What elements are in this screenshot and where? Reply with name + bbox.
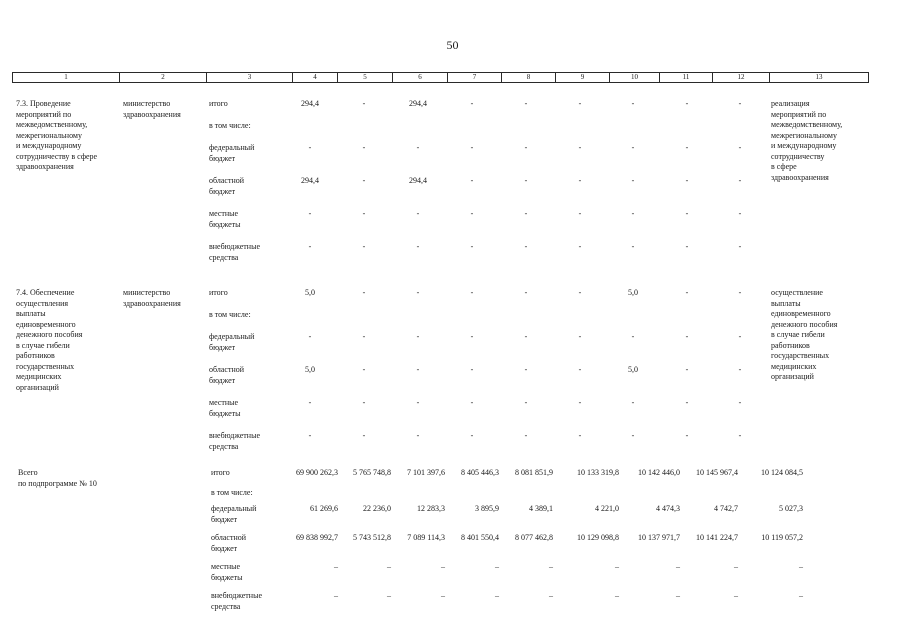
table-cell: - bbox=[578, 99, 582, 108]
row-label-line: внебюджетные bbox=[209, 242, 260, 251]
result-line: и международному bbox=[771, 141, 837, 150]
row-label-line: в том числе: bbox=[209, 121, 251, 130]
table-cell: - bbox=[416, 365, 420, 374]
total-cell: 61 269,6 bbox=[310, 504, 338, 513]
row-label-line: местные bbox=[209, 209, 239, 218]
executor-line: здравоохранения bbox=[123, 298, 181, 308]
result-line: единовременного bbox=[771, 309, 831, 318]
table-cell: - bbox=[738, 242, 742, 251]
total-cell: 8 401 550,4 bbox=[461, 533, 499, 542]
table-cell: - bbox=[524, 431, 528, 440]
table-cell: - bbox=[738, 398, 742, 407]
table-cell: - bbox=[362, 99, 366, 108]
table-cell: - bbox=[470, 143, 474, 152]
row-label-line: местные bbox=[209, 398, 239, 407]
total-cell: 7 101 397,6 bbox=[407, 468, 445, 477]
section-title-line: межрегиональному bbox=[16, 130, 82, 140]
total-cell: 5 027,3 bbox=[779, 504, 803, 513]
table-cell: - bbox=[738, 365, 742, 374]
total-cell: 10 142 446,0 bbox=[638, 468, 680, 477]
total-cell: 69 838 992,7 bbox=[296, 533, 338, 542]
row-label-line: бюджет bbox=[209, 375, 236, 385]
header-col-12: 12 bbox=[712, 73, 769, 82]
result-line: сотрудничеству bbox=[771, 151, 825, 161]
result-line: в случае гибели bbox=[771, 330, 825, 339]
total-cell: 10 141 224,7 bbox=[696, 533, 738, 542]
total-cell: 8 405 446,3 bbox=[461, 468, 499, 477]
table-cell: - bbox=[631, 398, 635, 407]
table-cell: - bbox=[470, 176, 474, 185]
table-cell: - bbox=[362, 288, 366, 297]
section-title-line: 7.3. Проведение bbox=[16, 99, 71, 108]
result-line: мероприятий по bbox=[771, 109, 827, 119]
table-cell: - bbox=[578, 365, 582, 374]
executor-line: министерство bbox=[123, 99, 171, 108]
row-label-line: бюджет bbox=[209, 153, 236, 163]
header-col-11: 11 bbox=[659, 73, 712, 82]
table-cell: 5,0 bbox=[305, 288, 315, 297]
total-cell: 22 236,0 bbox=[363, 504, 391, 513]
section-title-line: осуществления bbox=[16, 298, 69, 308]
table-cell: - bbox=[362, 242, 366, 251]
total-row-label-line: областной bbox=[211, 533, 247, 542]
row-label-line: бюджеты bbox=[209, 408, 241, 418]
table-cell: - bbox=[685, 143, 689, 152]
total-row-label-line: бюджет bbox=[211, 514, 238, 524]
table-cell: - bbox=[685, 99, 689, 108]
table-cell: - bbox=[362, 365, 366, 374]
section-title-line: межведомственному, bbox=[16, 120, 88, 129]
total-cell: 7 089 114,3 bbox=[407, 533, 445, 542]
total-cell: – bbox=[334, 591, 338, 600]
result-line: организаций bbox=[771, 372, 814, 381]
table-cell: 5,0 bbox=[628, 288, 638, 297]
table-cell: - bbox=[524, 365, 528, 374]
section-title-line: медицинских bbox=[16, 372, 62, 381]
row-label-line: средства bbox=[209, 441, 239, 451]
section-title-line: и международному bbox=[16, 141, 82, 150]
table-cell: - bbox=[738, 143, 742, 152]
header-col-2: 2 bbox=[119, 73, 206, 82]
total-cell: – bbox=[549, 562, 553, 571]
table-cell: - bbox=[738, 209, 742, 218]
section-title-line: единовременного bbox=[16, 319, 76, 329]
executor-line: здравоохранения bbox=[123, 109, 181, 119]
table-cell: - bbox=[362, 332, 366, 341]
row-label-line: итого bbox=[209, 99, 228, 108]
total-cell: – bbox=[441, 562, 445, 571]
total-row-label-line: местные bbox=[211, 562, 241, 571]
header-col-5: 5 bbox=[337, 73, 392, 82]
total-cell: 4 742,7 bbox=[714, 504, 738, 513]
total-row-label-line: бюджет bbox=[211, 543, 238, 553]
total-row-label-line: в том числе: bbox=[211, 488, 253, 497]
table-cell: - bbox=[524, 332, 528, 341]
row-label-line: областной bbox=[209, 176, 245, 185]
total-cell: 10 119 057,2 bbox=[761, 533, 803, 542]
table-cell: - bbox=[308, 143, 312, 152]
total-row-label-line: федеральный bbox=[211, 504, 257, 513]
table-cell: - bbox=[578, 176, 582, 185]
table-cell: 294,4 bbox=[301, 176, 319, 185]
table-cell: - bbox=[362, 209, 366, 218]
result-line: осуществление bbox=[771, 288, 823, 297]
total-cell: – bbox=[387, 562, 391, 571]
table-cell: - bbox=[524, 143, 528, 152]
table-cell: - bbox=[631, 332, 635, 341]
header-col-3: 3 bbox=[206, 73, 292, 82]
total-cell: 10 133 319,8 bbox=[577, 468, 619, 477]
total-cell: 69 900 262,3 bbox=[296, 468, 338, 477]
table-cell: - bbox=[524, 242, 528, 251]
table-cell: - bbox=[631, 242, 635, 251]
total-cell: – bbox=[495, 591, 499, 600]
table-cell: - bbox=[470, 398, 474, 407]
total-cell: – bbox=[734, 562, 738, 571]
table-cell: 294,4 bbox=[301, 99, 319, 108]
total-cell: 4 221,0 bbox=[595, 504, 619, 513]
table-cell: - bbox=[685, 332, 689, 341]
table-cell: - bbox=[685, 209, 689, 218]
table-cell: - bbox=[631, 143, 635, 152]
total-cell: 4 474,3 bbox=[656, 504, 680, 513]
section-title-line: работников bbox=[16, 351, 55, 360]
total-cell: 8 077 462,8 bbox=[515, 533, 553, 542]
table-cell: 294,4 bbox=[409, 99, 427, 108]
table-cell: - bbox=[416, 209, 420, 218]
total-cell: – bbox=[676, 591, 680, 600]
table-cell: - bbox=[308, 242, 312, 251]
total-row-label-line: итого bbox=[211, 468, 230, 477]
result-line: здравоохранения bbox=[771, 172, 829, 182]
table-cell: - bbox=[470, 242, 474, 251]
total-cell: 4 389,1 bbox=[529, 504, 553, 513]
header-col-4: 4 bbox=[292, 73, 337, 82]
table-cell: - bbox=[470, 431, 474, 440]
table-cell: - bbox=[524, 209, 528, 218]
table-cell: 294,4 bbox=[409, 176, 427, 185]
table-cell: - bbox=[524, 398, 528, 407]
table-cell: - bbox=[524, 288, 528, 297]
table-cell: - bbox=[631, 209, 635, 218]
table-cell: - bbox=[631, 176, 635, 185]
section-title-line: мероприятий по bbox=[16, 109, 72, 119]
result-line: реализация bbox=[771, 99, 810, 108]
section-title-line: денежного пособия bbox=[16, 330, 83, 339]
table-cell: - bbox=[631, 431, 635, 440]
table-cell: - bbox=[362, 398, 366, 407]
result-line: медицинских bbox=[771, 361, 817, 371]
table-cell: - bbox=[470, 99, 474, 108]
section-title-line: 7.4. Обеспечение bbox=[16, 288, 75, 297]
table-cell: - bbox=[416, 288, 420, 297]
total-title-line: Всего bbox=[18, 468, 38, 477]
table-cell: - bbox=[578, 288, 582, 297]
table-cell: - bbox=[578, 431, 582, 440]
table-cell: - bbox=[308, 332, 312, 341]
section-title-line: организаций bbox=[16, 382, 59, 392]
table-cell: - bbox=[738, 176, 742, 185]
table-cell: 5,0 bbox=[305, 365, 315, 374]
table-cell: - bbox=[738, 332, 742, 341]
total-cell: – bbox=[549, 591, 553, 600]
total-cell: 12 283,3 bbox=[417, 504, 445, 513]
table-cell: - bbox=[362, 176, 366, 185]
table-cell: - bbox=[308, 209, 312, 218]
row-label-line: итого bbox=[209, 288, 228, 297]
table-cell: - bbox=[308, 398, 312, 407]
header-col-7: 7 bbox=[447, 73, 501, 82]
table-cell: - bbox=[416, 431, 420, 440]
table-cell: - bbox=[685, 176, 689, 185]
table-cell: - bbox=[578, 242, 582, 251]
row-label-line: областной bbox=[209, 365, 245, 374]
table-cell: - bbox=[416, 398, 420, 407]
result-line: в сфере bbox=[771, 162, 797, 171]
total-cell: – bbox=[734, 591, 738, 600]
row-label-line: федеральный bbox=[209, 143, 255, 152]
table-cell: - bbox=[578, 143, 582, 152]
table-cell: - bbox=[470, 332, 474, 341]
total-cell: 8 081 851,9 bbox=[515, 468, 553, 477]
total-cell: 5 743 512,8 bbox=[353, 533, 391, 542]
total-cell: – bbox=[495, 562, 499, 571]
table-cell: 5,0 bbox=[628, 365, 638, 374]
table-cell: - bbox=[738, 288, 742, 297]
page-number: 50 bbox=[446, 38, 459, 52]
row-label-line: бюджеты bbox=[209, 219, 241, 229]
header-col-10: 10 bbox=[609, 73, 659, 82]
total-cell: – bbox=[799, 591, 803, 600]
total-cell: – bbox=[334, 562, 338, 571]
result-line: межрегиональному bbox=[771, 130, 837, 140]
section-title-line: сотрудничеству в сфере bbox=[16, 151, 98, 161]
total-cell: – bbox=[615, 591, 619, 600]
table-cell: - bbox=[578, 209, 582, 218]
result-line: денежного пособия bbox=[771, 319, 838, 329]
table-header bbox=[12, 72, 869, 83]
table-cell: - bbox=[416, 143, 420, 152]
total-cell: – bbox=[799, 562, 803, 571]
table-cell: - bbox=[685, 431, 689, 440]
table-cell: - bbox=[685, 288, 689, 297]
table-cell: - bbox=[524, 176, 528, 185]
row-label-line: бюджет bbox=[209, 186, 236, 196]
row-label-line: внебюджетные bbox=[209, 431, 260, 440]
header-col-9: 9 bbox=[555, 73, 609, 82]
header-col-6: 6 bbox=[392, 73, 447, 82]
result-line: межведомственному, bbox=[771, 120, 843, 129]
total-cell: 10 129 098,8 bbox=[577, 533, 619, 542]
total-title-line: по подпрограмме № 10 bbox=[18, 478, 97, 488]
table-cell: - bbox=[308, 431, 312, 440]
row-label-line: в том числе: bbox=[209, 310, 251, 319]
table-cell: - bbox=[470, 365, 474, 374]
total-cell: 5 765 748,8 bbox=[353, 468, 391, 477]
table-cell: - bbox=[631, 99, 635, 108]
table-cell: - bbox=[470, 209, 474, 218]
table-cell: - bbox=[578, 398, 582, 407]
total-cell: 10 124 084,5 bbox=[761, 468, 803, 477]
section-title-line: государственных bbox=[16, 361, 75, 371]
total-row-label-line: бюджеты bbox=[211, 572, 243, 582]
row-label-line: средства bbox=[209, 252, 239, 262]
table-cell: - bbox=[524, 99, 528, 108]
row-label-line: федеральный bbox=[209, 332, 255, 341]
table-cell: - bbox=[416, 242, 420, 251]
result-line: государственных bbox=[771, 351, 830, 360]
table-cell: - bbox=[685, 365, 689, 374]
table-cell: - bbox=[738, 99, 742, 108]
total-row-label-line: средства bbox=[211, 601, 241, 611]
section-title-line: в случае гибели bbox=[16, 340, 70, 350]
table-cell: - bbox=[416, 332, 420, 341]
table-cell: - bbox=[578, 332, 582, 341]
total-cell: – bbox=[615, 562, 619, 571]
table-cell: - bbox=[470, 288, 474, 297]
table-cell: - bbox=[685, 242, 689, 251]
header-col-8: 8 bbox=[501, 73, 555, 82]
table-cell: - bbox=[362, 431, 366, 440]
header-col-13: 13 bbox=[769, 73, 868, 82]
section-title-line: здравоохранения bbox=[16, 162, 74, 171]
total-cell: 10 145 967,4 bbox=[696, 468, 738, 477]
result-line: выплаты bbox=[771, 298, 801, 308]
row-label-line: бюджет bbox=[209, 342, 236, 352]
executor-line: министерство bbox=[123, 288, 171, 297]
total-cell: – bbox=[387, 591, 391, 600]
result-line: работников bbox=[771, 340, 810, 350]
table-cell: - bbox=[685, 398, 689, 407]
section-title-line: выплаты bbox=[16, 309, 46, 318]
total-row-label-line: внебюджетные bbox=[211, 591, 262, 600]
total-cell: – bbox=[676, 562, 680, 571]
table-cell: - bbox=[362, 143, 366, 152]
total-cell: – bbox=[441, 591, 445, 600]
total-cell: 10 137 971,7 bbox=[638, 533, 680, 542]
header-col-1: 1 bbox=[64, 73, 68, 81]
table-cell: - bbox=[738, 431, 742, 440]
total-cell: 3 895,9 bbox=[475, 504, 499, 513]
